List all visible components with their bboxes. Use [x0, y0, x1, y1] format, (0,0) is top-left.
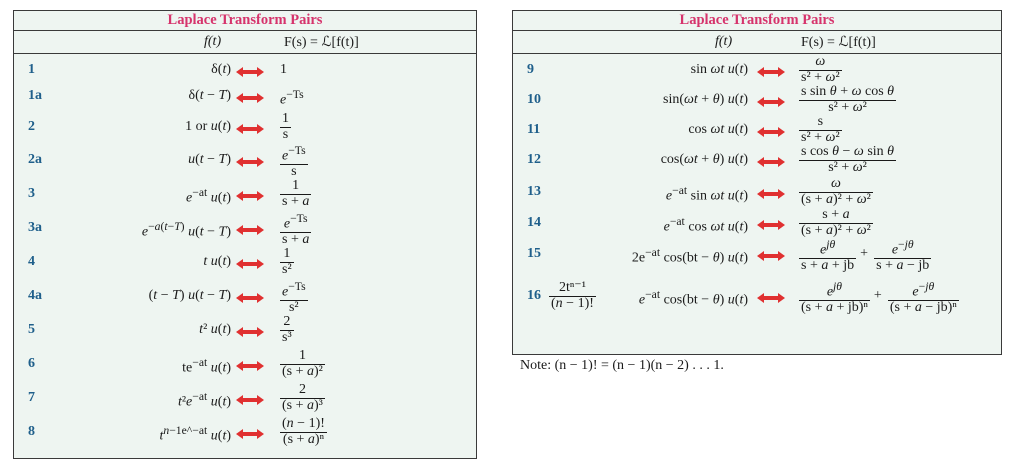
row-number: 4	[28, 254, 35, 269]
row-number: 11	[527, 122, 541, 137]
fraction-denominator: s² + ω²	[801, 69, 840, 85]
row-number: 2	[28, 119, 35, 134]
table-row	[14, 212, 476, 246]
fraction-numerator: s	[799, 115, 842, 131]
row-number: 7	[28, 390, 35, 405]
transform-pair-arrow-icon	[236, 258, 264, 268]
time-function: 1 or u(t)	[185, 119, 231, 134]
fraction-numerator: 2	[280, 315, 294, 331]
fraction-denominator: (s + a)² + ω²	[801, 191, 871, 207]
transform-pair-arrow-icon	[236, 92, 264, 102]
s-domain-fraction	[799, 281, 870, 316]
time-function: t u(t)	[203, 254, 231, 269]
s-domain-fraction	[799, 115, 842, 145]
table-row	[513, 54, 1001, 88]
transform-pair-arrow-icon	[236, 428, 264, 438]
row-number: 12	[527, 152, 541, 167]
fraction-denominator: (s + a)³	[282, 397, 323, 413]
fraction-denominator: s³	[282, 329, 292, 345]
row-number: 2a	[28, 152, 42, 167]
time-function: $e^{-a(t-T)}$ u(t − T)	[141, 220, 231, 240]
time-function: $te^{-at}$ u(t)	[182, 356, 231, 376]
s-domain-expression: $e^{-Ts}$	[280, 88, 304, 108]
row-number: 4a	[28, 288, 42, 303]
fraction-denominator: s² + ω²	[801, 129, 840, 145]
row-number: 6	[28, 356, 35, 371]
time-function: (t − T) u(t − T)	[148, 288, 231, 303]
s-domain-fraction	[280, 349, 325, 379]
s-domain-fraction	[799, 177, 873, 207]
time-function: $e^{-at}$ cos ωt u(t)	[663, 215, 748, 235]
transform-pair-arrow-icon	[236, 326, 264, 336]
time-function: $e^{-at}$ u(t)	[186, 186, 231, 206]
fraction-numerator: s + a	[799, 208, 873, 224]
row-number: 14	[527, 215, 541, 230]
row-number: 3a	[28, 220, 42, 235]
fraction-numerator: s sin θ + ω cos θ	[801, 84, 895, 99]
table-row	[14, 178, 476, 212]
table-row	[14, 111, 476, 145]
header-time-domain: f(t)	[204, 34, 222, 49]
fraction-numerator: 1	[282, 111, 289, 126]
transform-pair-arrow-icon	[236, 394, 264, 404]
fraction-denominator: (s + a)ⁿ	[282, 431, 324, 447]
fraction-denominator: s²	[288, 300, 299, 316]
transform-pair-arrow-icon	[757, 250, 785, 260]
table-row	[513, 176, 1001, 210]
table-caption: Laplace Transform Pairs	[513, 11, 1001, 31]
s-domain-fraction	[799, 55, 842, 85]
transform-pair-arrow-icon	[757, 126, 785, 136]
fraction-numerator: s cos θ − ω sin θ	[801, 144, 895, 159]
time-function: cos ωt u(t)	[688, 122, 748, 137]
fraction-numerator: 1	[280, 179, 311, 195]
table-row	[14, 416, 476, 450]
laplace-table-left	[13, 10, 477, 459]
s-domain-fraction	[280, 281, 308, 316]
fraction-denominator: s + a − jb	[876, 258, 930, 274]
s-domain-fraction	[799, 85, 896, 115]
s-domain-fraction	[280, 145, 308, 180]
s-domain-fraction	[874, 239, 931, 274]
table-row	[14, 280, 476, 314]
plus-sign: +	[873, 288, 882, 303]
transform-pair-arrow-icon	[236, 123, 264, 133]
s-domain-fraction	[280, 112, 291, 142]
s-domain-fraction	[280, 383, 325, 413]
s-domain-fraction	[280, 213, 311, 248]
fraction-numerator: 1	[280, 247, 294, 263]
time-function: $e^{-at}$ cos(bt − θ) u(t)	[638, 288, 748, 308]
fraction-denominator: s²	[282, 261, 292, 277]
transform-pair-arrow-icon	[236, 190, 264, 200]
transform-pair-arrow-icon	[236, 360, 264, 370]
transform-pair-arrow-icon	[757, 66, 785, 76]
time-function: $t^{n-1e\^{}-at}$ u(t)	[159, 424, 231, 444]
fraction-numerator: $e^{-j\theta}$	[874, 239, 931, 259]
fraction-denominator: (s + a + jb)ⁿ	[801, 300, 868, 316]
time-function: sin(ωt + θ) u(t)	[663, 92, 748, 107]
s-domain-fraction	[888, 281, 959, 316]
s-domain-fraction	[280, 247, 294, 277]
time-function: u(t − T)	[188, 152, 231, 167]
fraction-denominator: (s + a − jb)ⁿ	[889, 300, 957, 316]
time-function: sin ωt u(t)	[690, 62, 748, 77]
row-number: 10	[527, 92, 541, 107]
s-domain-fraction	[280, 315, 294, 345]
row-number: 3	[28, 186, 35, 201]
fraction-numerator: ω	[799, 55, 842, 71]
table-row	[513, 280, 1001, 314]
s-domain-fraction	[280, 179, 311, 209]
table-row	[513, 114, 1001, 148]
laplace-table-right	[512, 10, 1002, 355]
table-row	[513, 207, 1001, 241]
transform-pair-arrow-icon	[236, 224, 264, 234]
time-function: δ(t)	[211, 62, 231, 77]
table-header	[513, 31, 1001, 54]
header-time-domain: f(t)	[715, 34, 733, 49]
fraction-denominator: s + a	[282, 193, 310, 209]
transform-pair-arrow-icon	[757, 292, 785, 302]
fraction-numerator: $e^{j\theta}$	[799, 239, 856, 259]
row-number: 9	[527, 62, 534, 77]
table-row	[513, 144, 1001, 178]
row-number: 15	[527, 246, 541, 261]
table-row	[14, 382, 476, 416]
fraction-numerator: $e^{j\theta}$	[799, 281, 870, 301]
fraction-denominator: s	[291, 164, 297, 180]
row-number: 5	[28, 322, 35, 337]
factorial-note: Note: (n − 1)! = (n − 1)(n − 2) . . . 1.	[520, 358, 724, 373]
row-number: 1	[28, 62, 35, 77]
row-number: 13	[527, 184, 541, 199]
fraction-numerator: $e^{-Ts}$	[282, 144, 306, 164]
plus-sign: +	[860, 246, 869, 261]
s-domain-expression: 1	[280, 62, 287, 77]
header-s-domain: F(s) = ℒ[f(t)]	[801, 35, 876, 50]
fraction-denominator: s	[282, 126, 289, 142]
transform-pair-arrow-icon	[236, 66, 264, 76]
coef-numerator: 2tⁿ⁻¹	[549, 281, 596, 297]
fraction-numerator: $e^{-Ts}$	[280, 213, 311, 233]
fraction-numerator: (n − 1)!	[282, 416, 325, 431]
transform-pair-arrow-icon	[757, 188, 785, 198]
s-domain-fraction	[799, 145, 896, 175]
table-row	[14, 144, 476, 178]
table-row	[14, 348, 476, 382]
time-function: $e^{-at}$ sin ωt u(t)	[665, 184, 748, 204]
fraction-numerator: 1	[280, 349, 325, 365]
s-domain-fraction	[280, 417, 327, 447]
coef-denominator: (n − 1)!	[551, 295, 594, 311]
fraction-denominator: s + a	[282, 232, 310, 248]
transform-pair-arrow-icon	[757, 219, 785, 229]
fraction-denominator: (s + a)² + ω²	[801, 222, 871, 238]
transform-pair-arrow-icon	[757, 96, 785, 106]
table-row	[513, 238, 1001, 272]
row-number: 1a	[28, 88, 42, 103]
fraction-denominator: s² + ω²	[828, 159, 867, 175]
table-row	[14, 246, 476, 280]
fraction-numerator: 2	[280, 383, 325, 399]
fraction-numerator: $e^{-j\theta}$	[888, 281, 959, 301]
fraction-denominator: s² + ω²	[828, 99, 867, 115]
transform-pair-arrow-icon	[757, 156, 785, 166]
table-row	[14, 80, 476, 114]
header-s-domain: F(s) = ℒ[f(t)]	[284, 35, 359, 50]
table-row	[14, 314, 476, 348]
s-domain-fraction	[799, 208, 873, 238]
fraction-denominator: s + a + jb	[801, 258, 855, 274]
fraction-denominator: (s + a)²	[282, 363, 323, 379]
table-caption: Laplace Transform Pairs	[14, 11, 476, 31]
fraction-numerator: $e^{-Ts}$	[282, 280, 306, 300]
time-function: δ(t − T)	[188, 88, 231, 103]
time-coefficient	[549, 281, 596, 311]
table-row	[513, 84, 1001, 118]
row-number: 16	[527, 288, 541, 303]
fraction-numerator: ω	[799, 177, 873, 193]
transform-pair-arrow-icon	[236, 156, 264, 166]
time-function: $t^2e^{-at}$ u(t)	[177, 390, 231, 410]
s-domain-fraction	[799, 239, 856, 274]
time-function: cos(ωt + θ) u(t)	[660, 152, 748, 167]
transform-pair-arrow-icon	[236, 292, 264, 302]
row-number: 8	[28, 424, 35, 439]
table-header	[14, 31, 476, 54]
time-function: $2e^{-at}$ cos(bt − θ) u(t)	[631, 246, 748, 266]
time-function: t² u(t)	[199, 322, 231, 337]
